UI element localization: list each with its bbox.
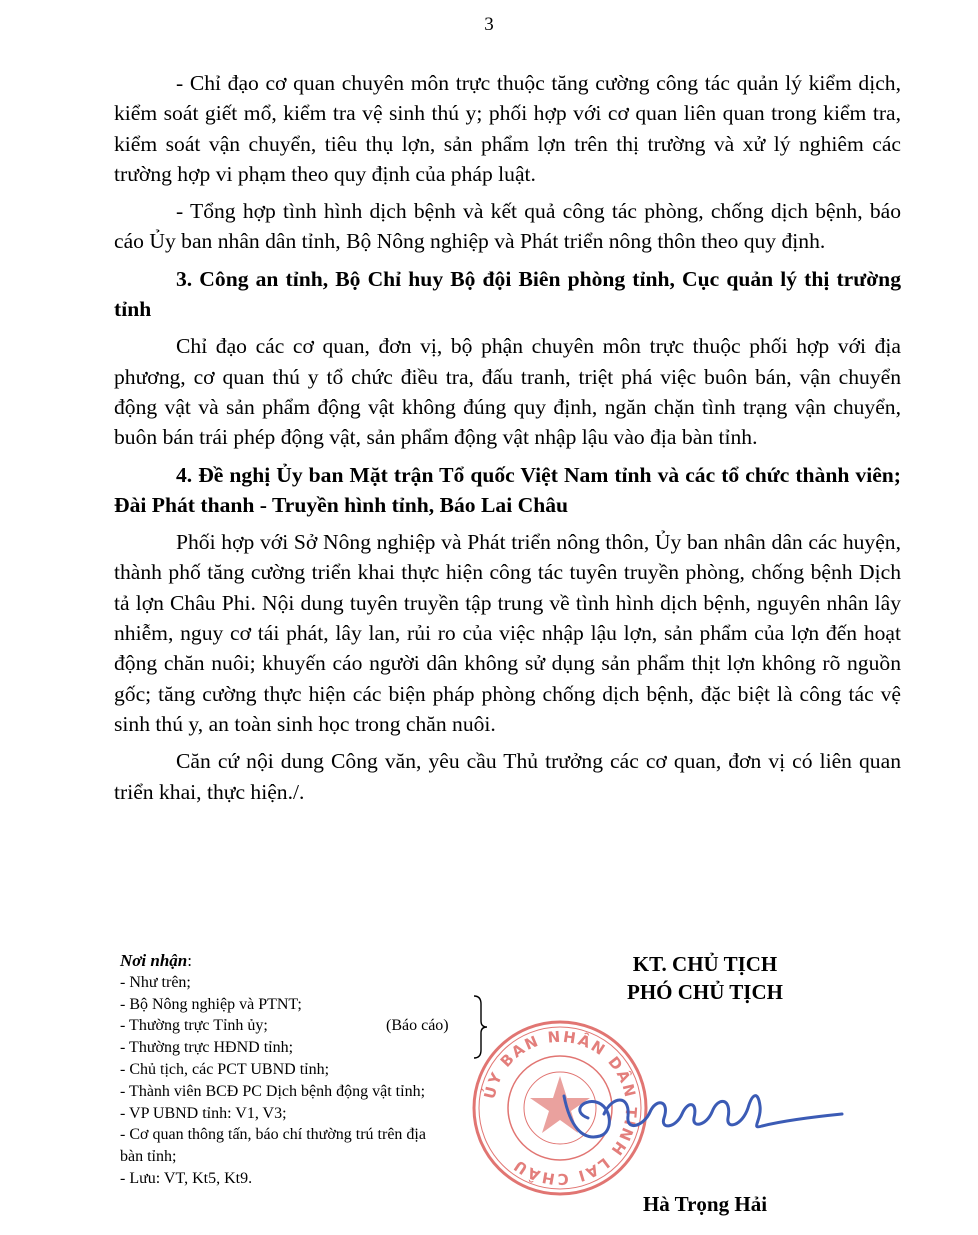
document-body	[114, 68, 901, 814]
seal-ring-text: ỦY BAN NHÂN DÂN TỈNH LAI CHÂU	[480, 1027, 641, 1189]
signature-subtitle: PHÓ CHỦ TỊCH	[627, 980, 783, 1004]
signature-block	[590, 950, 820, 1006]
recipients-block	[120, 950, 500, 1190]
paragraph: - Chỉ đạo cơ quan chuyên môn trực thuộc tăng cường công tác quản lý kiểm dịch, kiểm soát giết mổ, kiểm tra vệ sinh thú y; phối hợp với cơ quan liên quan trong kiểm tra, kiểm soát vận chuyển, tiêu thụ lợn, sản phẩm lợn trên thị trường và xử lý nghiêm các trường hợp vi phạm theo quy định của pháp luật.	[114, 71, 901, 186]
recipient-line: - Thường trực HĐND tỉnh;	[120, 1039, 294, 1057]
section-heading: 3. Công an tỉnh, Bộ Chỉ huy Bộ đội Biên phòng tỉnh, Cục quản lý thị trường tỉnh	[114, 266, 901, 322]
section-heading: 4. Đề nghị Ủy ban Mặt trận Tổ quốc Việt Nam tỉnh và các tổ chức thành viên; Đài Phát thanh - Truyền hình tỉnh, Báo Lai Châu	[114, 462, 901, 517]
recipients-title-text: Nơi nhận	[120, 951, 188, 970]
recipient-line: - Thành viên BCĐ PC Dịch bệnh động vật tỉnh;	[120, 1082, 426, 1100]
recipients-title-colon: :	[187, 951, 192, 970]
recipient-line: - Chủ tịch, các PCT UBND tỉnh;	[120, 1060, 330, 1078]
recipients-title	[120, 950, 500, 972]
recipient-line: - Cơ quan thông tấn, báo chí thường trú trên địa	[120, 1126, 426, 1144]
recipient-line: - Như trên;	[120, 973, 191, 991]
signature-title: KT. CHỦ TỊCH	[632, 952, 778, 976]
recipient-line: - Thường trực Tỉnh ủy;	[120, 1017, 268, 1035]
report-note: (Báo cáo)	[386, 1017, 449, 1034]
paragraph: - Tổng hợp tình hình dịch bệnh và kết quả công tác phòng, chống dịch bệnh, báo cáo Ủy ban nhân dân tỉnh, Bộ Nông nghiệp và Phát triển nông thôn theo quy định.	[114, 199, 901, 254]
page-number: 3	[484, 14, 494, 35]
paragraph: Chỉ đạo các cơ quan, đơn vị, bộ phận chuyên môn trực thuộc phối hợp với địa phương, cơ quan thú y tổ chức điều tra, đấu tranh, triệt phá việc buôn bán, vận chuyển động vật và sản phẩm động vật không đúng quy định, ngăn chặn tình trạng vận chuyển, buôn bán trái phép động vật, sản phẩm động vật nhập lậu vào địa bàn tỉnh.	[114, 334, 901, 450]
paragraph: Căn cứ nội dung Công văn, yêu cầu Thủ trưởng các cơ quan, đơn vị có liên quan triển khai, thực hiện./.	[114, 749, 901, 804]
recipient-line: - Lưu: VT, Kt5, Kt9.	[120, 1169, 253, 1187]
recipient-line: - Bộ Nông nghiệp và PTNT;	[120, 995, 302, 1013]
paragraph: Phối hợp với Sở Nông nghiệp và Phát triển nông thôn, Ủy ban nhân dân các huyện, thành phố tăng cường triển khai thực hiện công tác tuyên truyền phòng, chống bệnh Dịch tả lợn Châu Phi. Nội dung tuyên truyền tập trung về tình hình dịch bệnh, nguyên nhân lây nhiễm, nguy cơ tái phát, lây lan, rủi ro của việc nhập lậu lợn, sản phẩm của lợn đến hoạt động chăn nuôi; khuyến cáo người dân không sử dụng sản phẩm thịt lợn không rõ nguồn gốc; tăng cường thực hiện các biện pháp phòng chống dịch bệnh, đặc biệt là công tác vệ sinh thú y, an toàn sinh học trong chăn nuôi.	[114, 530, 901, 736]
handwritten-signature	[552, 1066, 852, 1156]
recipient-line: bàn tỉnh;	[120, 1148, 177, 1166]
signer-name: Hà Trọng Hải	[642, 1192, 768, 1216]
recipient-line: - VP UBND tỉnh: V1, V3;	[120, 1104, 287, 1122]
